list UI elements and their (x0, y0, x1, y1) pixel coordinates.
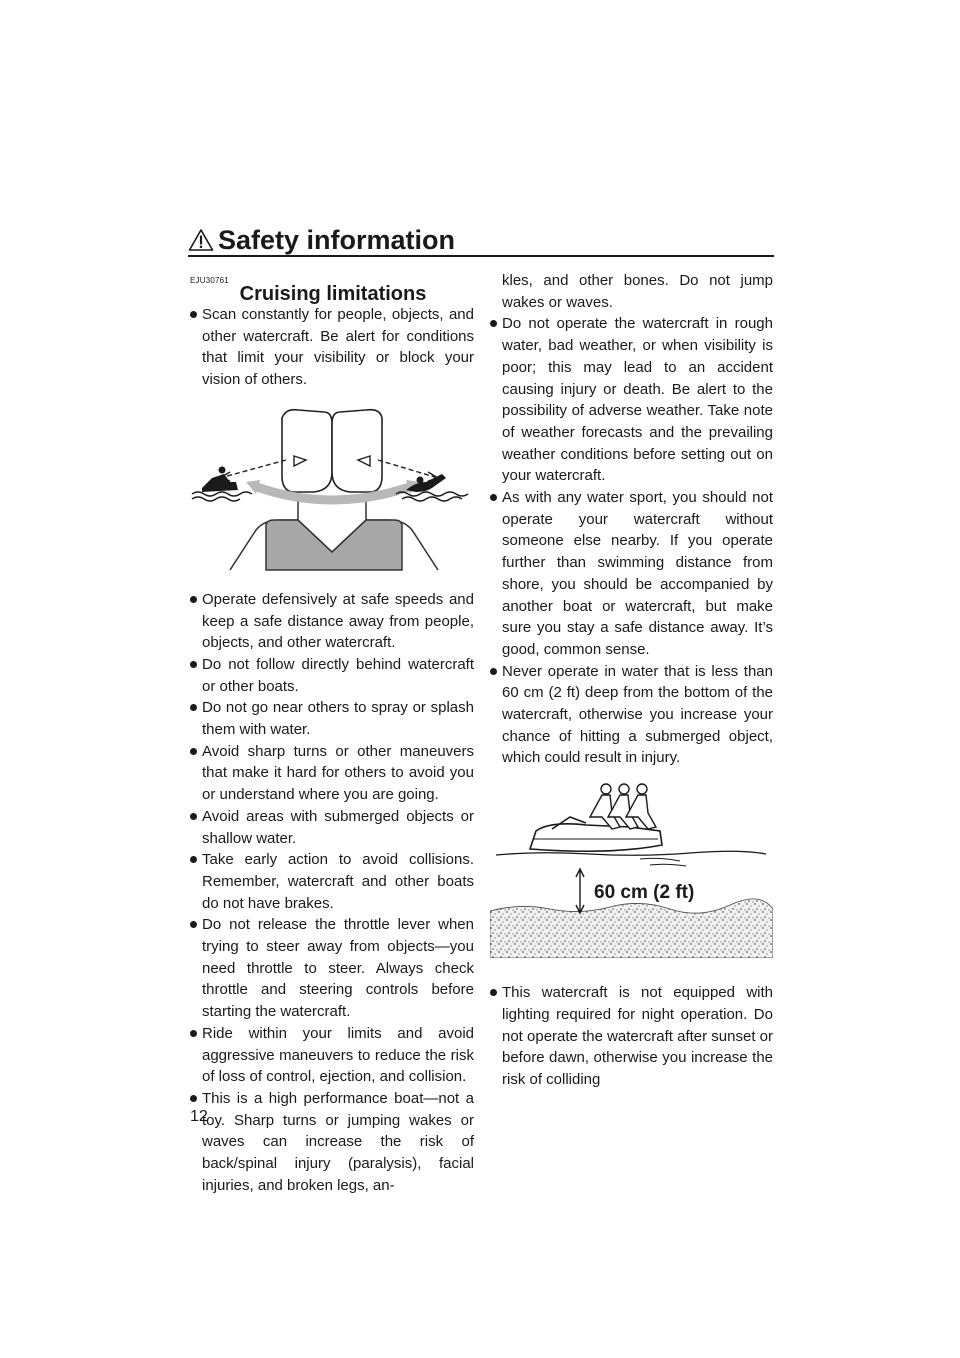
left-column (190, 304, 474, 1197)
scan-surroundings-illustration (190, 402, 474, 574)
list-item: As with any water sport, you should not operate your watercraft without someone else nearby. If you operate further than swimming distance from shore, you should be accompanied by another boat or watercraft, but make sure you stay a safe distance away. It’s good, common sense. (490, 487, 773, 661)
list-item: Do not release the throttle lever when trying to steer away from objects—you need throttle to steer. Always check throttle and steering controls before starting the watercraft. (190, 914, 474, 1023)
water-depth-illustration (490, 783, 773, 958)
list-item: Avoid sharp turns or other maneuvers that make it hard for others to avoid you or understand where you are going. (190, 741, 474, 806)
list-item: Operate defensively at safe speeds and keep a safe distance away from people, objects, and other watercraft. (190, 589, 474, 654)
right-column (490, 270, 773, 1091)
page-number: 12 (190, 1108, 208, 1125)
section-code: EJU30761 (190, 276, 229, 285)
list-item: This is a high performance boat—not a toy. Sharp turns or jumping wakes or waves can increase the risk of back/spinal injury (paralysis), facial injuries, and broken legs, an- (190, 1088, 474, 1197)
list-item: Take early action to avoid collisions. Remember, watercraft and other boats do not have brakes. (190, 849, 474, 914)
list-item: Do not go near others to spray or splash them with water. (190, 697, 474, 740)
warning-icon (188, 228, 214, 252)
continued-text: kles, and other bones. Do not jump wakes or waves. (502, 272, 773, 311)
header-divider (188, 255, 774, 257)
list-item: Scan constantly for people, objects, and other watercraft. Be alert for conditions that limit your visibility or block your vision of others. (190, 304, 474, 391)
list-item: Do not operate the watercraft in rough water, bad weather, or when visibility is poor; this may lead to an accident causing injury or death. Be alert to the possibility of adverse weather. Take note of weather forecasts and the prevailing weather conditions before setting out on your watercraft. (490, 313, 773, 487)
list-item: Do not follow directly behind watercraft or other boats. (190, 654, 474, 697)
list-item: Avoid areas with submerged objects or shallow water. (190, 806, 474, 849)
page-title: Safety information (218, 225, 456, 255)
list-item: Never operate in water that is less than 60 cm (2 ft) deep from the bottom of the watercraft, otherwise you increase your chance of hitting a submerged object, which could result in injury. (490, 661, 773, 770)
list-item: This watercraft is not equipped with lighting required for night operation. Do not operate the watercraft after sunset or before dawn, otherwise you increase the risk of colliding (490, 982, 773, 1091)
depth-label: 60 cm (2 ft) (594, 882, 695, 904)
list-item: Ride within your limits and avoid aggressive maneuvers to reduce the risk of loss of control, ejection, and collision. (190, 1023, 474, 1088)
section-title: Cruising limitations (239, 283, 427, 305)
